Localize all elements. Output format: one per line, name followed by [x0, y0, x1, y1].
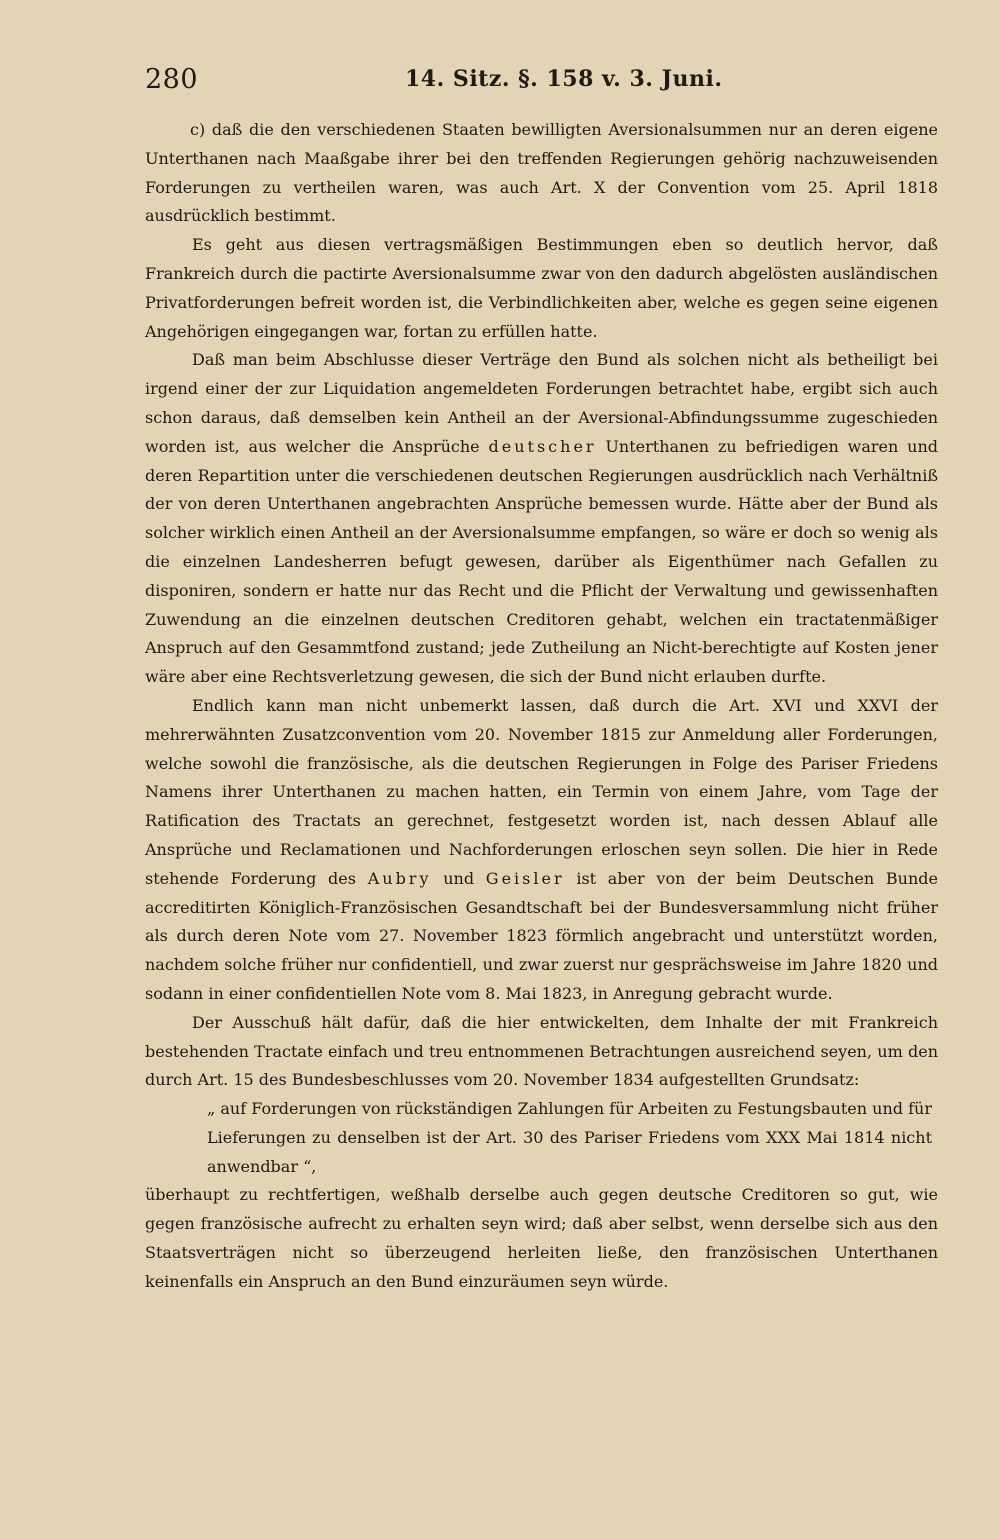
- conjunction: und: [443, 868, 475, 888]
- emphasized-name-geisler: Geisler: [485, 868, 565, 888]
- page-header: [145, 64, 935, 100]
- paragraph-2: Es geht aus diesen vertragsmäßigen Bestimmungen eben so deutlich hervor, daß Frankreich durch die pactirte Aversionalsumme zwar von den dadurch abgelösten ausländischen Privatforderungen befreit worden ist, die Verbindlichkeiten aber, welche es gegen seine eigenen Angehörigen eingegangen war, fortan zu erfüllen hatte.: [145, 235, 938, 341]
- running-head: 14. Sitz. §. 158 v. 3. Juni.: [405, 66, 723, 92]
- paragraph-4-part-b: ist aber von der beim Deutschen Bunde accreditirten Königlich-Französischen Gesandtschaft bei der Bundesversammlung nicht früher als durch deren Note vom 27. November 1823 förmlich angebracht und unterstützt worden, nachdem solche früher nur confidentiell, und zwar zuerst nur gesprächsweise im Jahre 1820 und sodann in einer confidentiellen Note vom 8. Mai 1823, in Anregung gebracht wurde.: [145, 868, 938, 1003]
- paragraph-4-part-a: Endlich kann man nicht unbemerkt lassen, daß durch die Art. XVI und XXVI der mehrerwähnten Zusatzconvention vom 20. November 1815 zur Anmeldung aller Forderungen, welche sowohl die französische, als die deutschen Regierungen in Folge des Pariser Friedens Namens ihrer Unterthanen zu machen hatten, ein Termin von einem Jahre, vom Tage der Ratification des Tractats an gerechnet, festgesetzt worden ist, nach dessen Ablauf alle Ansprüche und Reclamationen und Nachforderungen erloschen seyn sollen. Die hier in Rede stehende Forderung des: [145, 695, 938, 888]
- quoted-principle: „ auf Forderungen von rückständigen Zahlungen für Arbeiten zu Festungsbauten und für Lieferungen zu denselben ist der Art. 30 des Pariser Friedens vom XXX Mai 1814 nicht anwendbar “,: [207, 1099, 932, 1176]
- page-number: 280: [145, 64, 199, 95]
- body-text: [145, 116, 938, 1297]
- paragraph-5: Der Ausschuß hält dafür, daß die hier entwickelten, dem Inhalte der mit Frankreich bestehenden Tractate einfach und treu entnommenen Betrachtungen ausreichend seyen, um den durch Art. 15 des Bundesbeschlusses vom 20. November 1834 aufgestellten Grundsatz:: [145, 1012, 938, 1090]
- paragraph-3-part-a: Daß man beim Abschlusse dieser Verträge den Bund als solchen nicht als betheiligt bei irgend einer der zur Liquidation angemeldeten Forderungen betrachtet habe, ergibt sich auch schon daraus, daß demselben kein Antheil an der Aversional-Abfindungssumme zugeschieden worden ist, aus welcher die Ansprüche: [145, 350, 938, 456]
- emphasized-name-aubry: Aubry: [367, 868, 432, 888]
- emphasized-word: deutscher: [488, 436, 597, 456]
- paragraph-3: [145, 346, 938, 692]
- paragraph-4: [145, 692, 938, 1009]
- paragraph-6: überhaupt zu rechtfertigen, weßhalb derselbe auch gegen deutsche Creditoren so gut, wie gegen französische aufrecht zu erhalten seyn wird; daß aber selbst, wenn derselbe sich aus den Staatsverträgen nicht so überzeugend herleiten ließe, den französischen Unterthanen keinenfalls ein Anspruch an den Bund einzuräumen seyn würde.: [145, 1185, 938, 1291]
- paragraph-3-part-b: Unterthanen zu befriedigen waren und deren Repartition unter die verschiedenen deutschen Regierungen ausdrücklich nach Verhältniß der von deren Unterthanen angebrachten Ansprüche bemessen wurde. Hätte aber der Bund als solcher wirklich einen Antheil an der Aversionalsumme empfangen, so wäre er doch so wenig als die einzelnen Landesherren befugt gewesen, darüber als Eigenthümer nach Gefallen zu disponiren, sondern er hatte nur das Recht und die Pflicht der Verwaltung und gewissenhaften Zuwendung an die einzelnen deutschen Creditoren gehabt, welchen ein tractatenmäßiger Anspruch auf den Gesammtfond zustand; jede Zutheilung an Nicht-berechtigte auf Kosten jener wäre aber eine Rechtsverletzung gewesen, die sich der Bund nicht erlauben durfte.: [145, 436, 939, 687]
- paragraph-c: c) daß die den verschiedenen Staaten bewilligten Aversionalsummen nur an deren eigene Unterthanen nach Maaßgabe ihrer bei den treffenden Regierungen gehörig nachzuweisenden Forderungen zu vertheilen waren, was auch Art. X der Convention vom 25. April 1818 ausdrücklich bestimmt.: [145, 120, 938, 226]
